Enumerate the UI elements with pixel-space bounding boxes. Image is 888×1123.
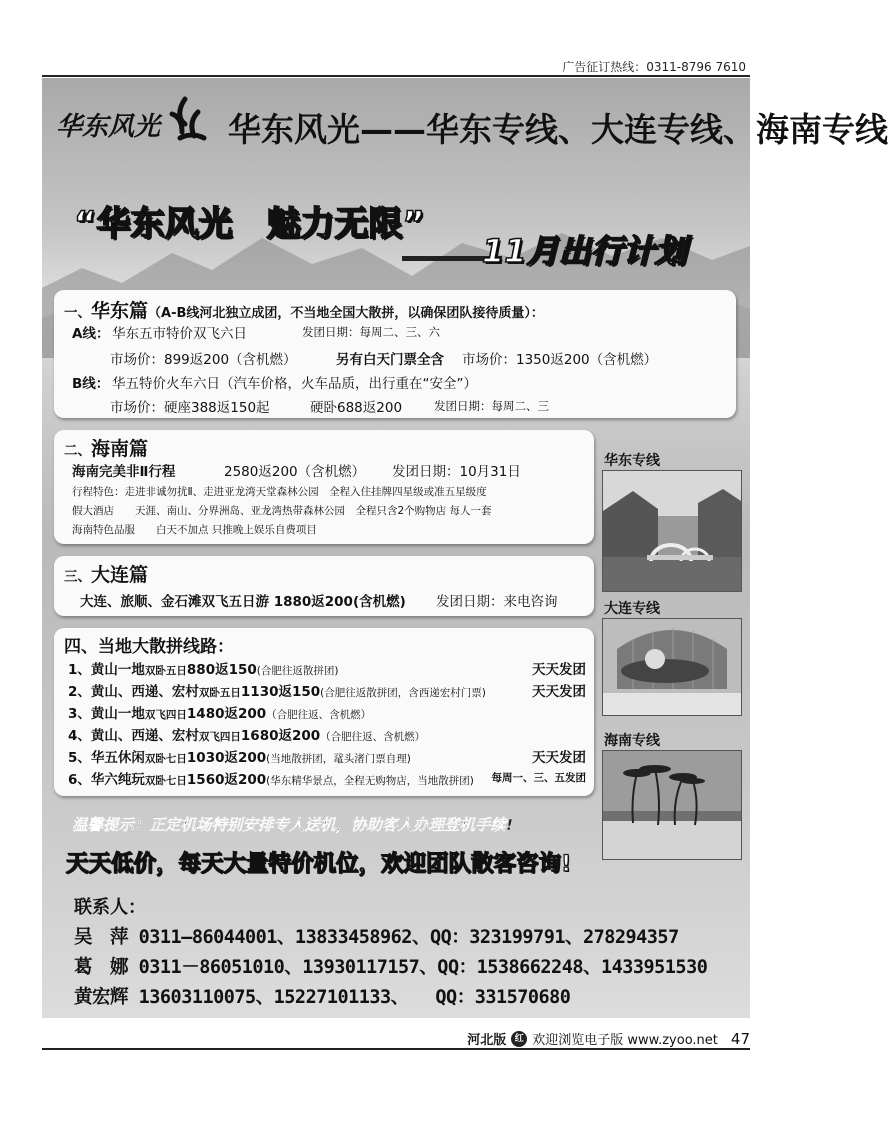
hainan-dates: 发团日期：10月31日 — [392, 464, 521, 480]
local-route-note: (华东精华景点，全程无购物店，当地散拼团) — [266, 775, 474, 787]
local-route-name: 6、华六纯玩 — [68, 772, 145, 788]
east-section — [54, 290, 736, 418]
east-title-prefix: 一、 — [64, 305, 91, 321]
local-route-tag: 天天发团 — [532, 684, 586, 700]
east-b-price1: 市场价：硬座388返150起 — [110, 400, 270, 416]
hainan-feature-2: 假大酒店 天涯、南山、分界洲岛、亚龙湾热带森林公园 全程只含2个购物店 每人一套 — [72, 505, 492, 517]
local-route-note: (合肥往返散拼团，含西递宏村门票) — [320, 687, 486, 699]
local-route-row — [68, 724, 425, 744]
east-b-label: B线： — [72, 376, 110, 392]
local-route-name: 2、黄山、西递、宏村 — [68, 684, 199, 700]
slogan: “华东风光 魅力无限” — [74, 204, 425, 244]
local-route-name: 4、黄山、西递、宏村 — [68, 728, 199, 744]
local-route-days: 双卧七日 — [144, 775, 187, 787]
hainan-price: 2580返200（含机燃） — [224, 464, 366, 480]
local-route-price: 1030返200 — [186, 750, 267, 766]
local-route-tag: 每周一、三、五发团 — [491, 772, 586, 784]
dalian-title-main: 大连篇 — [91, 564, 149, 586]
east-title-note: （A-B线河北独立成团，不当地全国大散拼，以确保团队接待质量）： — [148, 306, 544, 321]
east-b-dates: 发团日期：每周二、三 — [434, 399, 549, 413]
local-route-price: 1480返200 — [186, 706, 267, 722]
contact-row: 黄宏辉 13603110075、15227101133、 QQ：331570680 — [74, 987, 571, 1008]
ad-hotline: 广告征订热线：0311-8796 7610 — [562, 60, 746, 74]
east-a-dates: 发团日期：每周二、三、六 — [302, 325, 440, 339]
hainan-section — [54, 430, 594, 544]
local-route-days: 双飞四日 — [198, 731, 241, 743]
local-section — [54, 628, 594, 796]
local-route-row — [68, 768, 474, 788]
side-label-dalian: 大连专线 — [604, 601, 660, 617]
east-china-photo — [602, 470, 742, 592]
local-route-days: 双卧五日 — [144, 665, 187, 677]
dalian-route: 大连、旅顺、金石滩双飞五日游 1880返200(含机燃) — [80, 594, 406, 610]
local-route-price: 1130返150 — [240, 684, 321, 700]
east-b-route: 华五特价火车六日（汽车价格，火车品质，出行重在“安全”） — [112, 376, 477, 392]
local-route-price: 1560返200 — [186, 772, 267, 788]
local-route-days: 双卧五日 — [198, 687, 241, 699]
local-route-price: 1680返200 — [240, 728, 321, 744]
local-route-note: （合肥往返、含机燃） — [320, 731, 426, 743]
bottom-rule — [42, 1048, 750, 1050]
page-number: 47 — [730, 1029, 750, 1048]
footer-text[interactable]: 欢迎浏览电子版 www.zyoo.net — [532, 1033, 718, 1048]
hainan-title-prefix: 二、 — [64, 443, 91, 459]
plan-title: 11月出行计划 — [482, 232, 687, 270]
local-route-tag: 天天发团 — [532, 662, 586, 678]
main-title: 华东风光——华东专线、大连专线、海南专线 — [228, 110, 888, 149]
local-route-row — [68, 702, 371, 722]
contact-row: 吴 萍 0311—86044001、13833458962、QQ：323199791、278294357 — [74, 927, 679, 948]
hainan-title-main: 海南篇 — [91, 438, 149, 460]
local-route-days: 双卧七日 — [144, 753, 187, 765]
footer-edition: 河北版 — [467, 1033, 507, 1048]
east-a-extra: 另有白天门票全含 — [336, 352, 444, 368]
east-a-route: 华东五市特价双飞六日 — [112, 326, 247, 342]
dalian-section — [54, 556, 594, 616]
local-route-price: 880返150 — [186, 662, 257, 678]
east-a-extra-price: 市场价：1350返200（含机燃） — [462, 352, 658, 368]
local-route-name: 1、黄山一地 — [68, 662, 145, 678]
logo-swirl-icon — [160, 94, 210, 144]
local-title: 四、当地大散拼线路： — [64, 637, 234, 657]
east-a-price: 市场价：899返200（含机燃） — [110, 352, 297, 368]
local-route-note: (当地散拼团，鼋头渚门票自理) — [266, 753, 411, 765]
local-route-row — [68, 680, 486, 700]
local-route-note: (合肥往返散拼团) — [256, 665, 339, 677]
local-route-note: （合肥往返、含机燃） — [266, 709, 372, 721]
local-route-name: 3、黄山一地 — [68, 706, 145, 722]
footer-badge-icon: 红 — [511, 1031, 527, 1047]
hainan-feature-3: 海南特色品服 白天不加点 只推晚上娱乐自费项目 — [72, 524, 317, 536]
contact-row: 葛 娜 0311－86051010、13930117157、QQ：1538662248、1433951530 — [74, 957, 708, 978]
dalian-title-prefix: 三、 — [64, 569, 91, 585]
east-a-label: A线： — [72, 326, 110, 342]
local-route-days: 双飞四日 — [144, 709, 187, 721]
local-route-tag: 天天发团 — [532, 750, 586, 766]
brand-logo: 华东风光 — [56, 112, 161, 142]
side-label-hainan: 海南专线 — [604, 733, 660, 749]
east-title-main: 华东篇 — [91, 300, 149, 322]
local-route-row — [68, 658, 338, 678]
east-b-price2: 硬卧688返200 — [310, 400, 403, 416]
page-footer — [467, 1029, 750, 1048]
hainan-photo — [602, 750, 742, 860]
tip-text: 温馨提示：正定机场特别安排专人送机，协助客人办理登机手续! — [72, 816, 514, 834]
hainan-feature-1: 行程特色：走进非诚勿扰Ⅱ、走进亚龙湾天堂森林公园 全程入住挂牌四星级或准五星级度 — [72, 486, 487, 498]
dalian-dates: 发团日期：来电咨询 — [436, 594, 558, 610]
dalian-photo — [602, 618, 742, 716]
poster — [42, 78, 888, 1018]
top-rule — [42, 75, 750, 77]
promo-banner: 天天低价，每天大量特价机位，欢迎团队散客咨询! — [66, 851, 572, 877]
local-route-row — [68, 746, 411, 766]
side-label-east: 华东专线 — [604, 453, 660, 469]
local-route-name: 5、华五休闲 — [68, 750, 145, 766]
contacts-label: 联系人： — [74, 897, 146, 918]
hainan-route: 海南完美非Ⅱ行程 — [72, 464, 176, 480]
